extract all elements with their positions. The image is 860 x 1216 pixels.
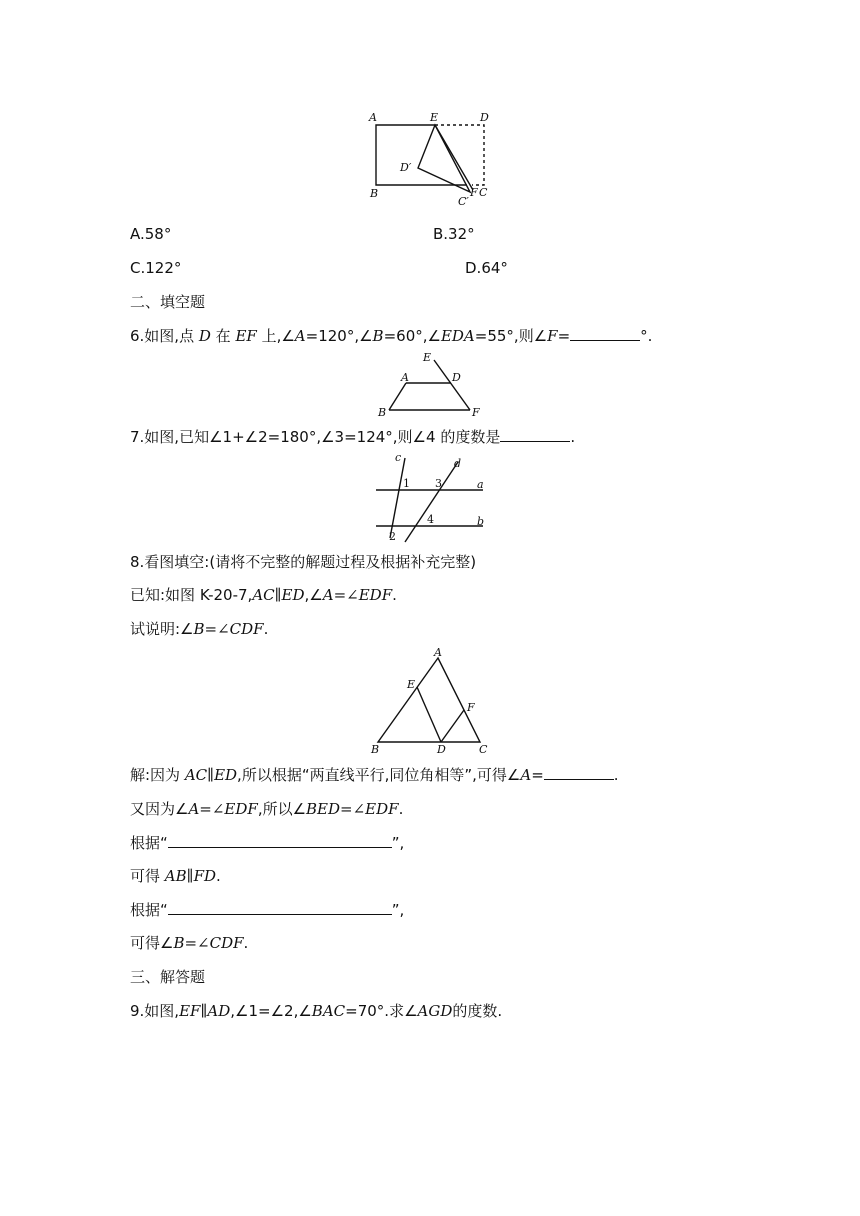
option-a: A.58° bbox=[130, 225, 172, 243]
label-a: A bbox=[434, 646, 442, 659]
rect-dashed-right bbox=[435, 125, 484, 185]
option-d: D.64° bbox=[465, 259, 508, 277]
question-8-prove: 试说明:∠B=∠CDF. bbox=[130, 620, 269, 638]
triangle-abc bbox=[378, 658, 480, 742]
label-e: E bbox=[423, 351, 432, 364]
label-c-prime: C′ bbox=[458, 195, 469, 208]
question-8-solution-2: 又因为∠A=∠EDF,所以∠BED=∠EDF. bbox=[130, 800, 404, 818]
question-8-basis-1: 根据“ ”, bbox=[130, 834, 405, 852]
answer-blank[interactable] bbox=[500, 427, 570, 442]
label-c: C bbox=[479, 743, 488, 756]
label-1: 1 bbox=[403, 477, 410, 490]
line-d bbox=[405, 462, 458, 542]
label-f: F bbox=[470, 186, 478, 199]
label-4: 4 bbox=[427, 513, 434, 526]
question-8-solution-1: 解:因为 AC∥ED,所以根据“两直线平行,同位角相等”,可得∠A= . bbox=[130, 766, 619, 784]
question-8-known: 已知:如图 K-20-7,AC∥ED,∠A=∠EDF. bbox=[130, 586, 397, 604]
question-9: 9.如图,EF∥AD,∠1=∠2,∠BAC=70°.求∠AGD的度数. bbox=[130, 1002, 503, 1020]
answer-blank[interactable] bbox=[570, 326, 640, 341]
label-a: a bbox=[477, 478, 484, 491]
question-7: 7.如图,已知∠1+∠2=180°,∠3=124°,则∠4 的度数是 . bbox=[130, 428, 576, 446]
label-e: E bbox=[430, 111, 439, 124]
line-ab bbox=[389, 383, 406, 410]
answer-blank[interactable] bbox=[544, 765, 614, 780]
label-a: A bbox=[369, 111, 377, 124]
label-b: b bbox=[477, 515, 485, 528]
line-df bbox=[441, 710, 464, 742]
label-f: F bbox=[467, 701, 475, 714]
label-2: 2 bbox=[389, 530, 396, 543]
label-b: B bbox=[371, 743, 380, 756]
question-8-solution-3: 可得 AB∥FD. bbox=[130, 867, 221, 885]
label-b: B bbox=[378, 406, 387, 419]
label-d: D bbox=[452, 371, 461, 384]
label-3: 3 bbox=[435, 477, 442, 490]
label-d: D bbox=[437, 743, 446, 756]
figure-q6 bbox=[372, 348, 492, 424]
label-f: F bbox=[472, 406, 480, 419]
option-b: B.32° bbox=[433, 225, 475, 243]
question-8-solution-4: 可得∠B=∠CDF. bbox=[130, 934, 249, 952]
label-d: d bbox=[454, 457, 462, 470]
label-c: C bbox=[479, 186, 488, 199]
question-8-title: 8.看图填空:(请将不完整的解题过程及根据补充完整) bbox=[130, 553, 477, 571]
label-d: D bbox=[480, 111, 489, 124]
answer-blank[interactable] bbox=[168, 900, 392, 915]
label-b: B bbox=[370, 187, 379, 200]
label-c: c bbox=[395, 451, 402, 464]
folded-triangle bbox=[418, 125, 470, 192]
option-c: C.122° bbox=[130, 259, 182, 277]
label-a: A bbox=[401, 371, 409, 384]
rect-left-bottom bbox=[376, 125, 467, 185]
fold-line-ef bbox=[435, 125, 473, 190]
label-d-prime: D′ bbox=[400, 161, 412, 174]
question-8-basis-2: 根据“ ”, bbox=[130, 901, 405, 919]
line-ef bbox=[434, 360, 470, 410]
question-6: 6.如图,点 D 在 EF 上,∠A=120°,∠B=60°,∠EDA=55°,则∠F= °. bbox=[130, 327, 653, 345]
line-ed bbox=[417, 687, 441, 742]
answer-blank[interactable] bbox=[168, 833, 392, 848]
section-3-title: 三、解答题 bbox=[130, 968, 206, 986]
label-e: E bbox=[407, 678, 416, 691]
figure-q8 bbox=[362, 644, 496, 762]
figure-q5 bbox=[360, 108, 500, 216]
section-2-title: 二、填空题 bbox=[130, 293, 206, 311]
figure-q7 bbox=[370, 450, 494, 550]
